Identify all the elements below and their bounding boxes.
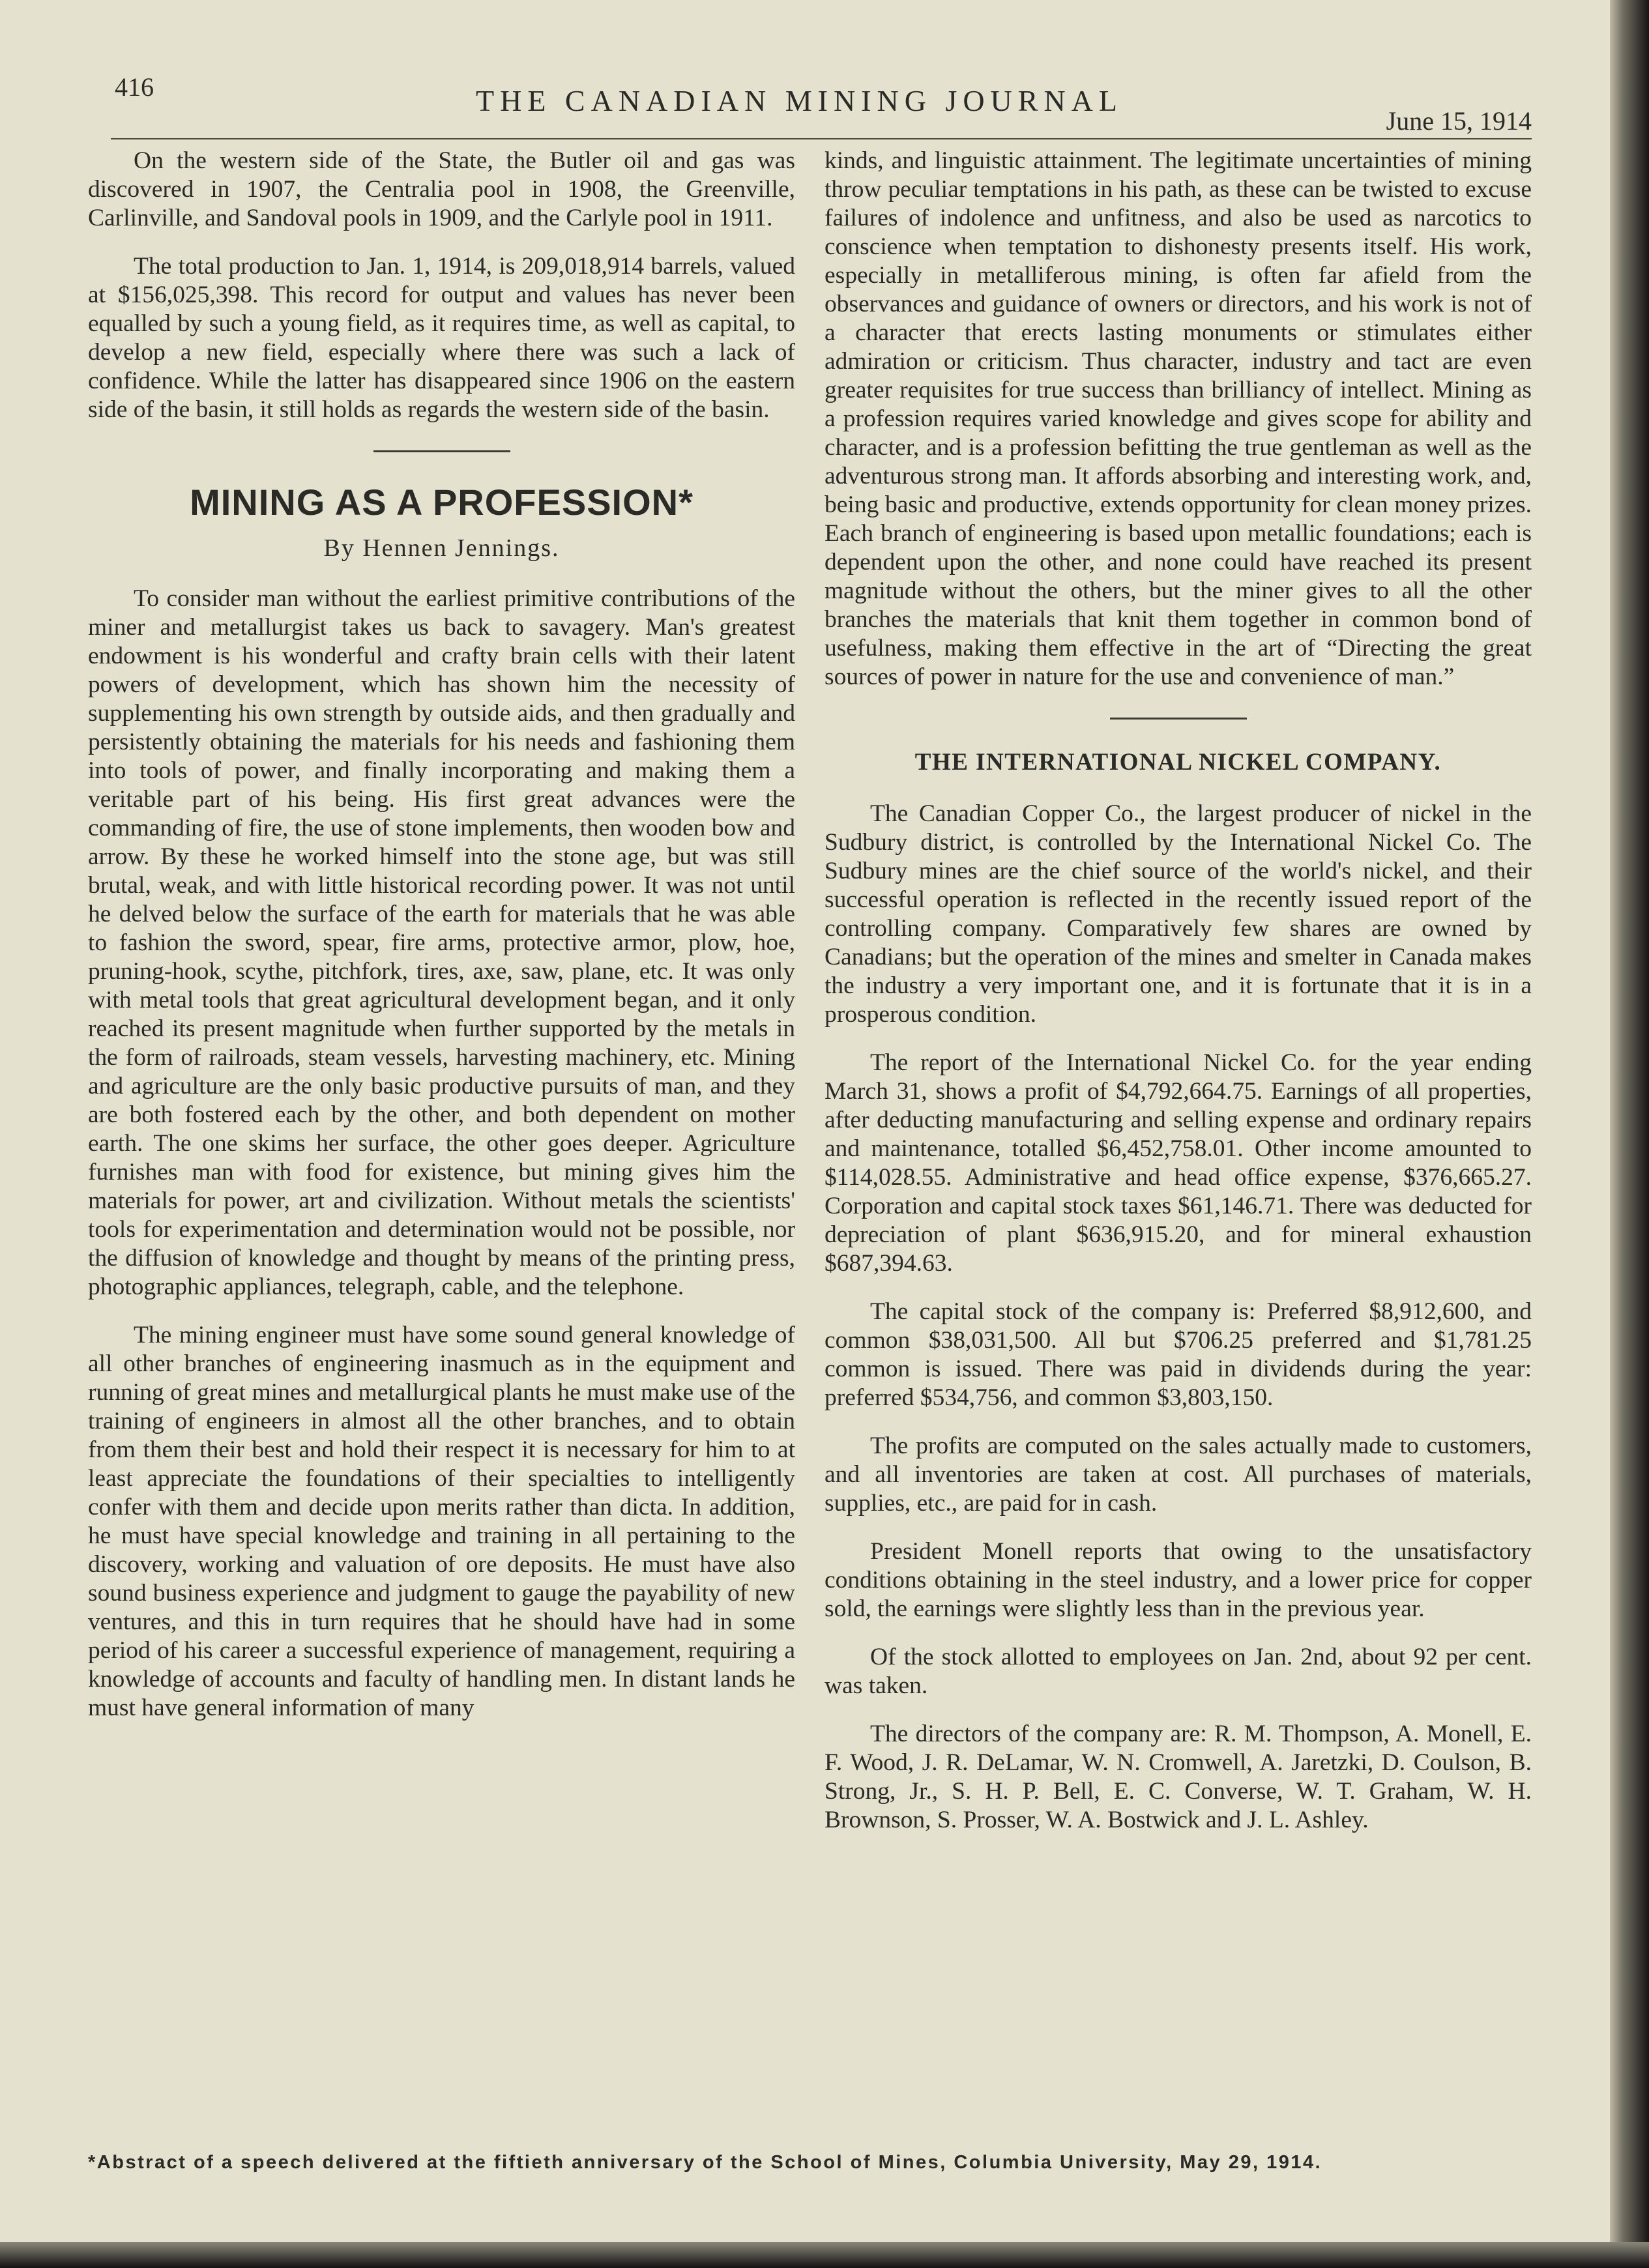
nickel-paragraph: The report of the International Nickel Co. for the year ending March 31, shows a profit of $4,792,664.75. Earnings of all properties, after deducting manufacturing and selling expense and ordinary repairs and maintenance, totalled $6,452,758.01. Other income amounted to $114,028.55. Administrative and head office expense, $376,665.27. Corporation and capital stock taxes $61,146.71. There was deducted for depreciation of plant $636,915.20, and for mineral exhaustion $687,394.63. [824, 1049, 1532, 1277]
page-edge-shadow [1610, 0, 1649, 2268]
nickel-section-title: THE INTERNATIONAL NICKEL COMPANY. [914, 749, 1442, 776]
article-continuation-paragraph: kinds, and linguistic attainment. The legitimate uncertainties of mining throw peculiar temptations in his path, as these can be twisted to excuse failures of indolence and unfitness, and also be used as narcotics to conscience when temptation to dishonesty presents itself. His work, especially in metalliferous mining, is often far afield from the observances and guidance of owners or directors, and his work is not of a character that erects lasting monuments or stimulates either admiration or criticism. Thus character, industry and tact are even greater requisites for true success than brilliancy of intellect. Mining as a profession requires varied knowledge and gives scope for ability and character, and is a profession befitting the true gentleman as well as the adventurous strong man. It affords absorbing and interesting work, and, being basic and productive, extends opportunity for clean money prizes. Each branch of engineering is based upon metallic foundations; each is dependent upon the other, and none could have reached its present magnitude without the others, but the miner gives to all the other branches the materials that knit them together in common bond of usefulness, making them effective in the art of “Directing the great sources of power in nature for the use and convenience of man.” [824, 147, 1532, 690]
article-title: MINING AS A PROFESSION* [190, 482, 693, 523]
article-paragraph: To consider man without the earliest primitive contributions of the miner and metallurgist takes us back to savagery. Man's greatest endowment is his wonderful and crafty brain cells with their latent powers of development, which has shown him the necessity of supplementing his own strength by outside aids, and then gradually and persistently obtaining the materials for his needs and fashioning them into tools of power, and finally incorporating and making them a veritable part of his being. His first great advances were the commanding of fire, the use of stone implements, then wooden bow and arrow. By these he worked himself into the stone age, but was still brutal, weak, and with little historical recording power. It was not until he delved below the surface of the earth for materials that he was able to fashion the sword, spear, fire arms, protective armor, plow, hoe, pruning-hook, scythe, pitchfork, tires, axe, saw, plane, etc. It was only with metal tools that great agricultural development began, and it only reached its present magnitude when further supported by the metals in the form of railroads, steam vessels, harvesting machinery, etc. Mining and agriculture are the only basic productive pursuits of man, and they are both fostered each by the other, and both dependent on mother earth. The one skims her surface, the other goes deeper. Agriculture furnishes man with food for existence, but mining gives him the materials for power, art and civilization. Without metals the scientists' tools for experimentation and determination would not be possible, nor the diffusion of knowledge and thought by means of the printing press, photographic appliances, telegraph, cable, and the telephone. [88, 585, 795, 1300]
page-number: 416 [115, 72, 154, 102]
oil-paragraph: On the western side of the State, the Butler oil and gas was discovered in 1907, the Centralia pool in 1908, the Greenville, Carlinville, and Sandoval pools in 1909, and the Carlyle pool in 1911. [88, 147, 795, 231]
page-header [111, 65, 1532, 143]
nickel-paragraph: The Canadian Copper Co., the largest producer of nickel in the Sudbury district, is controlled by the International Nickel Co. The Sudbury mines are the chief source of the world's nickel, and their successful operation is reflected in the recently issued report of the controlling company. Comparatively few shares are owned by Canadians; but the operation of the mines and smelter in Canada makes the industry a very important one, and it is fortunate that it is in a prosperous condition. [824, 800, 1532, 1028]
nickel-paragraph: President Monell reports that owing to the unsatisfactory conditions obtaining in the steel industry, and a lower price for copper sold, the earnings were slightly less than in the previous year. [824, 1538, 1532, 1622]
right-column [824, 147, 1532, 1854]
header-rule [111, 138, 1532, 139]
section-divider [1110, 718, 1247, 720]
nickel-paragraph: The capital stock of the company is: Preferred $8,912,600, and common $38,031,500. All but $706.25 preferred and $1,781.25 common is issued. There was paid in dividends during the year: preferred $534,756, and common $3,803,150. [824, 1298, 1532, 1411]
nickel-paragraph: Of the stock allotted to employees on Jan. 2nd, about 92 per cent. was taken. [824, 1644, 1532, 1699]
left-column [88, 147, 795, 1742]
article-byline: By Hennen Jennings. [323, 534, 560, 562]
page-bottom-shadow [0, 2242, 1649, 2268]
article-paragraph: The mining engineer must have some sound general knowledge of all other branches of engineering inasmuch as in the equipment and running of great mines and metallurgical plants he must make use of the training of engineers in almost all the other branches, and to obtain from them their best and hold their respect it is necessary for him to at least appreciate the foundations of their specialties to intelligently confer with them and decide upon merits rather than dicta. In addition, he must have special knowledge and training in all pertaining to the discovery, working and valuation of ore deposits. He must have also sound business experience and judgment to gauge the payability of new ventures, and this in turn requires that he should have had in some period of his career a successful experience of management, requiring a knowledge of accounts and faculty of handling men. In distant lands he must have general information of many [88, 1322, 795, 1721]
journal-title: THE CANADIAN MINING JOURNAL [476, 84, 1123, 117]
nickel-paragraph: The directors of the company are: R. M. Thompson, A. Monell, E. F. Wood, J. R. DeLamar, W. N. Cromwell, A. Jaretzki, D. Coulson, B. Strong, Jr., S. H. P. Bell, E. C. Converse, W. T. Graham, W. H. Brownson, S. Prosser, W. A. Bostwick and J. L. Ashley. [824, 1721, 1532, 1833]
issue-date: June 15, 1914 [1386, 106, 1532, 136]
section-divider [373, 450, 510, 452]
nickel-paragraph: The profits are computed on the sales actually made to customers, and all inventories are taken at cost. All purchases of materials, supplies, etc., are paid for in cash. [824, 1432, 1532, 1517]
footnote: *Abstract of a speech delivered at the fiftieth anniversary of the School of Mines, Columbia University, May 29, 1914. [88, 2152, 1322, 2173]
oil-paragraph: The total production to Jan. 1, 1914, is 209,018,914 barrels, valued at $156,025,398. This record for output and values has never been equalled by such a young field, as it requires time, as well as capital, to develop a new field, especially where there was such a lack of confidence. While the latter has disappeared since 1906 on the eastern side of the basin, it still holds as regards the western side of the basin. [88, 253, 795, 423]
